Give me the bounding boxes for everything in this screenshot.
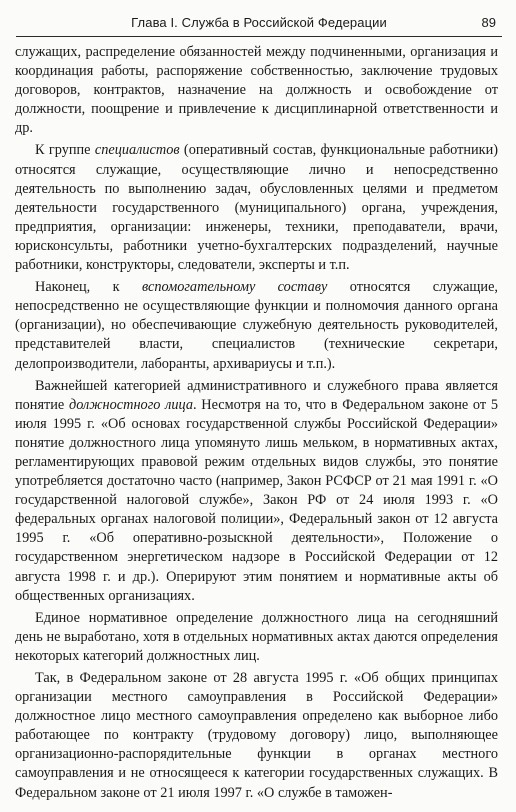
text-run: Так, в Федеральном законе от 28 августа 1995 г. «Об общих принципах организации местного самоуправления в Российской Федерации» должностное лицо местного самоуправления определено как выборное либо работающее по контракту (трудовому договору) лицо, выполняющее организационно-распорядительные функции в органах местного самоуправления и не относящееся к категории государственных служащих. В Федеральном законе от 21 июля 1997 г. «О службе в таможен-	[15, 670, 498, 801]
paragraph	[15, 609, 498, 666]
italic-term: специалистов	[94, 142, 180, 159]
italic-term: должностного лица	[68, 396, 193, 413]
body-text	[15, 43, 498, 803]
paragraph	[15, 278, 498, 373]
italic-term: вспомогательному составу	[141, 279, 328, 296]
running-header	[16, 10, 502, 37]
text-run: Важнейшей категорией административного и служебного права является понятие	[15, 377, 498, 413]
text-run: Единое нормативное определение должностного лица на сегодняшний день не выработано, хотя в отдельных нормативных актах даются определения некоторых категорий должностных лиц.	[15, 609, 498, 664]
page-number: 89	[481, 15, 496, 30]
paragraph	[15, 669, 498, 803]
paragraph	[15, 377, 498, 606]
text-run: . Несмотря на то, что в Федеральном законе от 5 июля 1995 г. «Об основах государственной службы Российской Федерации» понятие должностного лица упомянуто лишь мельком, в нормативных актах, регламентирующих правовой режим отдельных видов службы, это понятие употребляется достаточно часто (например, Закон РСФСР от 21 мая 1991 г. «О государственной налоговой службе», Закон РФ от 24 июля 1993 г. «О федеральных органах налоговой полиции», Федеральный закон от 12 августа 1995 г. «Об оперативно-розыскной деятельности», Положение о государственном энергетическом надзоре в Российской Федерации от 12 августа 1998 г. и др.). Оперируют этим понятием и нормативные акты об общественных организациях.	[15, 396, 498, 604]
text-run: (оперативный состав, функциональные работники) относятся служащие, осуществляющие лично и непосредственно деятельность по выполнению задач, обусловленных целями и предметом деятельности государственного (муниципального) органа, учреждения, предприятия, организации: инженеры, техники, преподаватели, врачи, юрисконсульты, работники учетно-бухгалтерских подразделений, научные работники, конструкторы, следователи, эксперты и т.п.	[15, 142, 498, 274]
text-run: относятся служащие, непосредственно не осуществляющие функции и полномочия данного органа (организации), но обеспечивающие служебную деятельность руководителей, представителей власти, специалистов (технические секретари, делопроизводители, лаборанты, архивариусы и т.п.).	[15, 279, 499, 372]
paragraph	[15, 43, 498, 138]
text-run: Наконец, к	[35, 279, 142, 296]
chapter-title: Глава I. Служба в Российской Федерации	[131, 15, 387, 30]
text-run: служащих, распределение обязанностей между подчиненными, организация и координация работы, распоряжение собственностью, заключение трудовых договоров, контрактов, назначение на должность и освобождение от должности, поощрение и привлечение к дисциплинарной ответственности и др.	[15, 44, 498, 137]
text-run: К группе	[35, 142, 95, 159]
paragraph	[15, 141, 498, 275]
